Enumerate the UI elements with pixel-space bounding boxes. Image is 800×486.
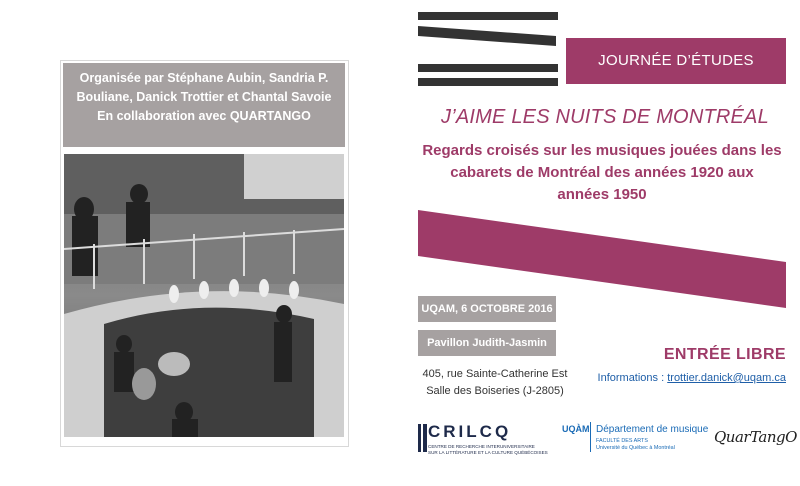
organizers-line-3: En collaboration avec QUARTANGO bbox=[97, 109, 311, 123]
event-subtitle bbox=[410, 140, 794, 206]
event-address bbox=[420, 366, 570, 400]
crilcq-sub-line-2: SUR LA LITTÉRATURE ET LA CULTURE QUÉBÉCOISES bbox=[428, 450, 548, 455]
subtitle-line-3: années 1950 bbox=[557, 186, 647, 203]
address-line-2: Salle des Boiseries (J-2805) bbox=[426, 385, 564, 397]
contact-info bbox=[560, 372, 786, 384]
uqam-department: Département de musique bbox=[596, 424, 709, 435]
event-date: UQAM, 6 OCTOBRE 2016 bbox=[418, 296, 556, 322]
uqam-faculty-line-1: FACULTÉ DES ARTS bbox=[596, 438, 648, 444]
subtitle-line-1: Regards croisés sur les musiques jouées dans les bbox=[422, 142, 782, 159]
contact-email-link[interactable]: trottier.danick@uqam.ca bbox=[667, 372, 786, 384]
crilcq-logo-subtitle bbox=[428, 444, 548, 456]
event-type-banner: JOURNÉE D’ÉTUDES bbox=[566, 38, 786, 84]
organizers-line-2: Bouliane, Danick Trottier et Chantal Savoie bbox=[76, 90, 332, 104]
event-title: J’AIME LES NUITS DE MONTRÉAL bbox=[441, 106, 769, 128]
stripe-top bbox=[418, 12, 558, 20]
crilcq-logo-mark bbox=[418, 424, 427, 452]
subtitle-line-2: cabarets de Montréal des années 1920 aux bbox=[450, 164, 754, 181]
organizers-line-1: Organisée par Stéphane Aubin, Sandria P. bbox=[79, 71, 329, 85]
stripe-bottom bbox=[418, 78, 558, 86]
address-line-1: 405, rue Sainte-Catherine Est bbox=[422, 368, 568, 380]
event-venue: Pavillon Judith-Jasmin bbox=[418, 330, 556, 356]
crilcq-sub-line-1: CENTRE DE RECHERCHE INTERUNIVERSITAIRE bbox=[428, 444, 535, 449]
admission-label: ENTRÉE LIBRE bbox=[663, 346, 786, 363]
contact-label: Informations : bbox=[597, 372, 668, 384]
quartango-logo: QuarTangO bbox=[714, 428, 797, 446]
stripe-middle bbox=[418, 64, 558, 72]
uqam-divider bbox=[590, 422, 591, 452]
uqam-faculty bbox=[596, 438, 675, 452]
crilcq-logo-name: CRILCQ bbox=[428, 422, 512, 441]
uqam-faculty-line-2: Université du Québec à Montréal bbox=[596, 445, 675, 451]
uqam-logo: UQÀM bbox=[562, 424, 590, 434]
